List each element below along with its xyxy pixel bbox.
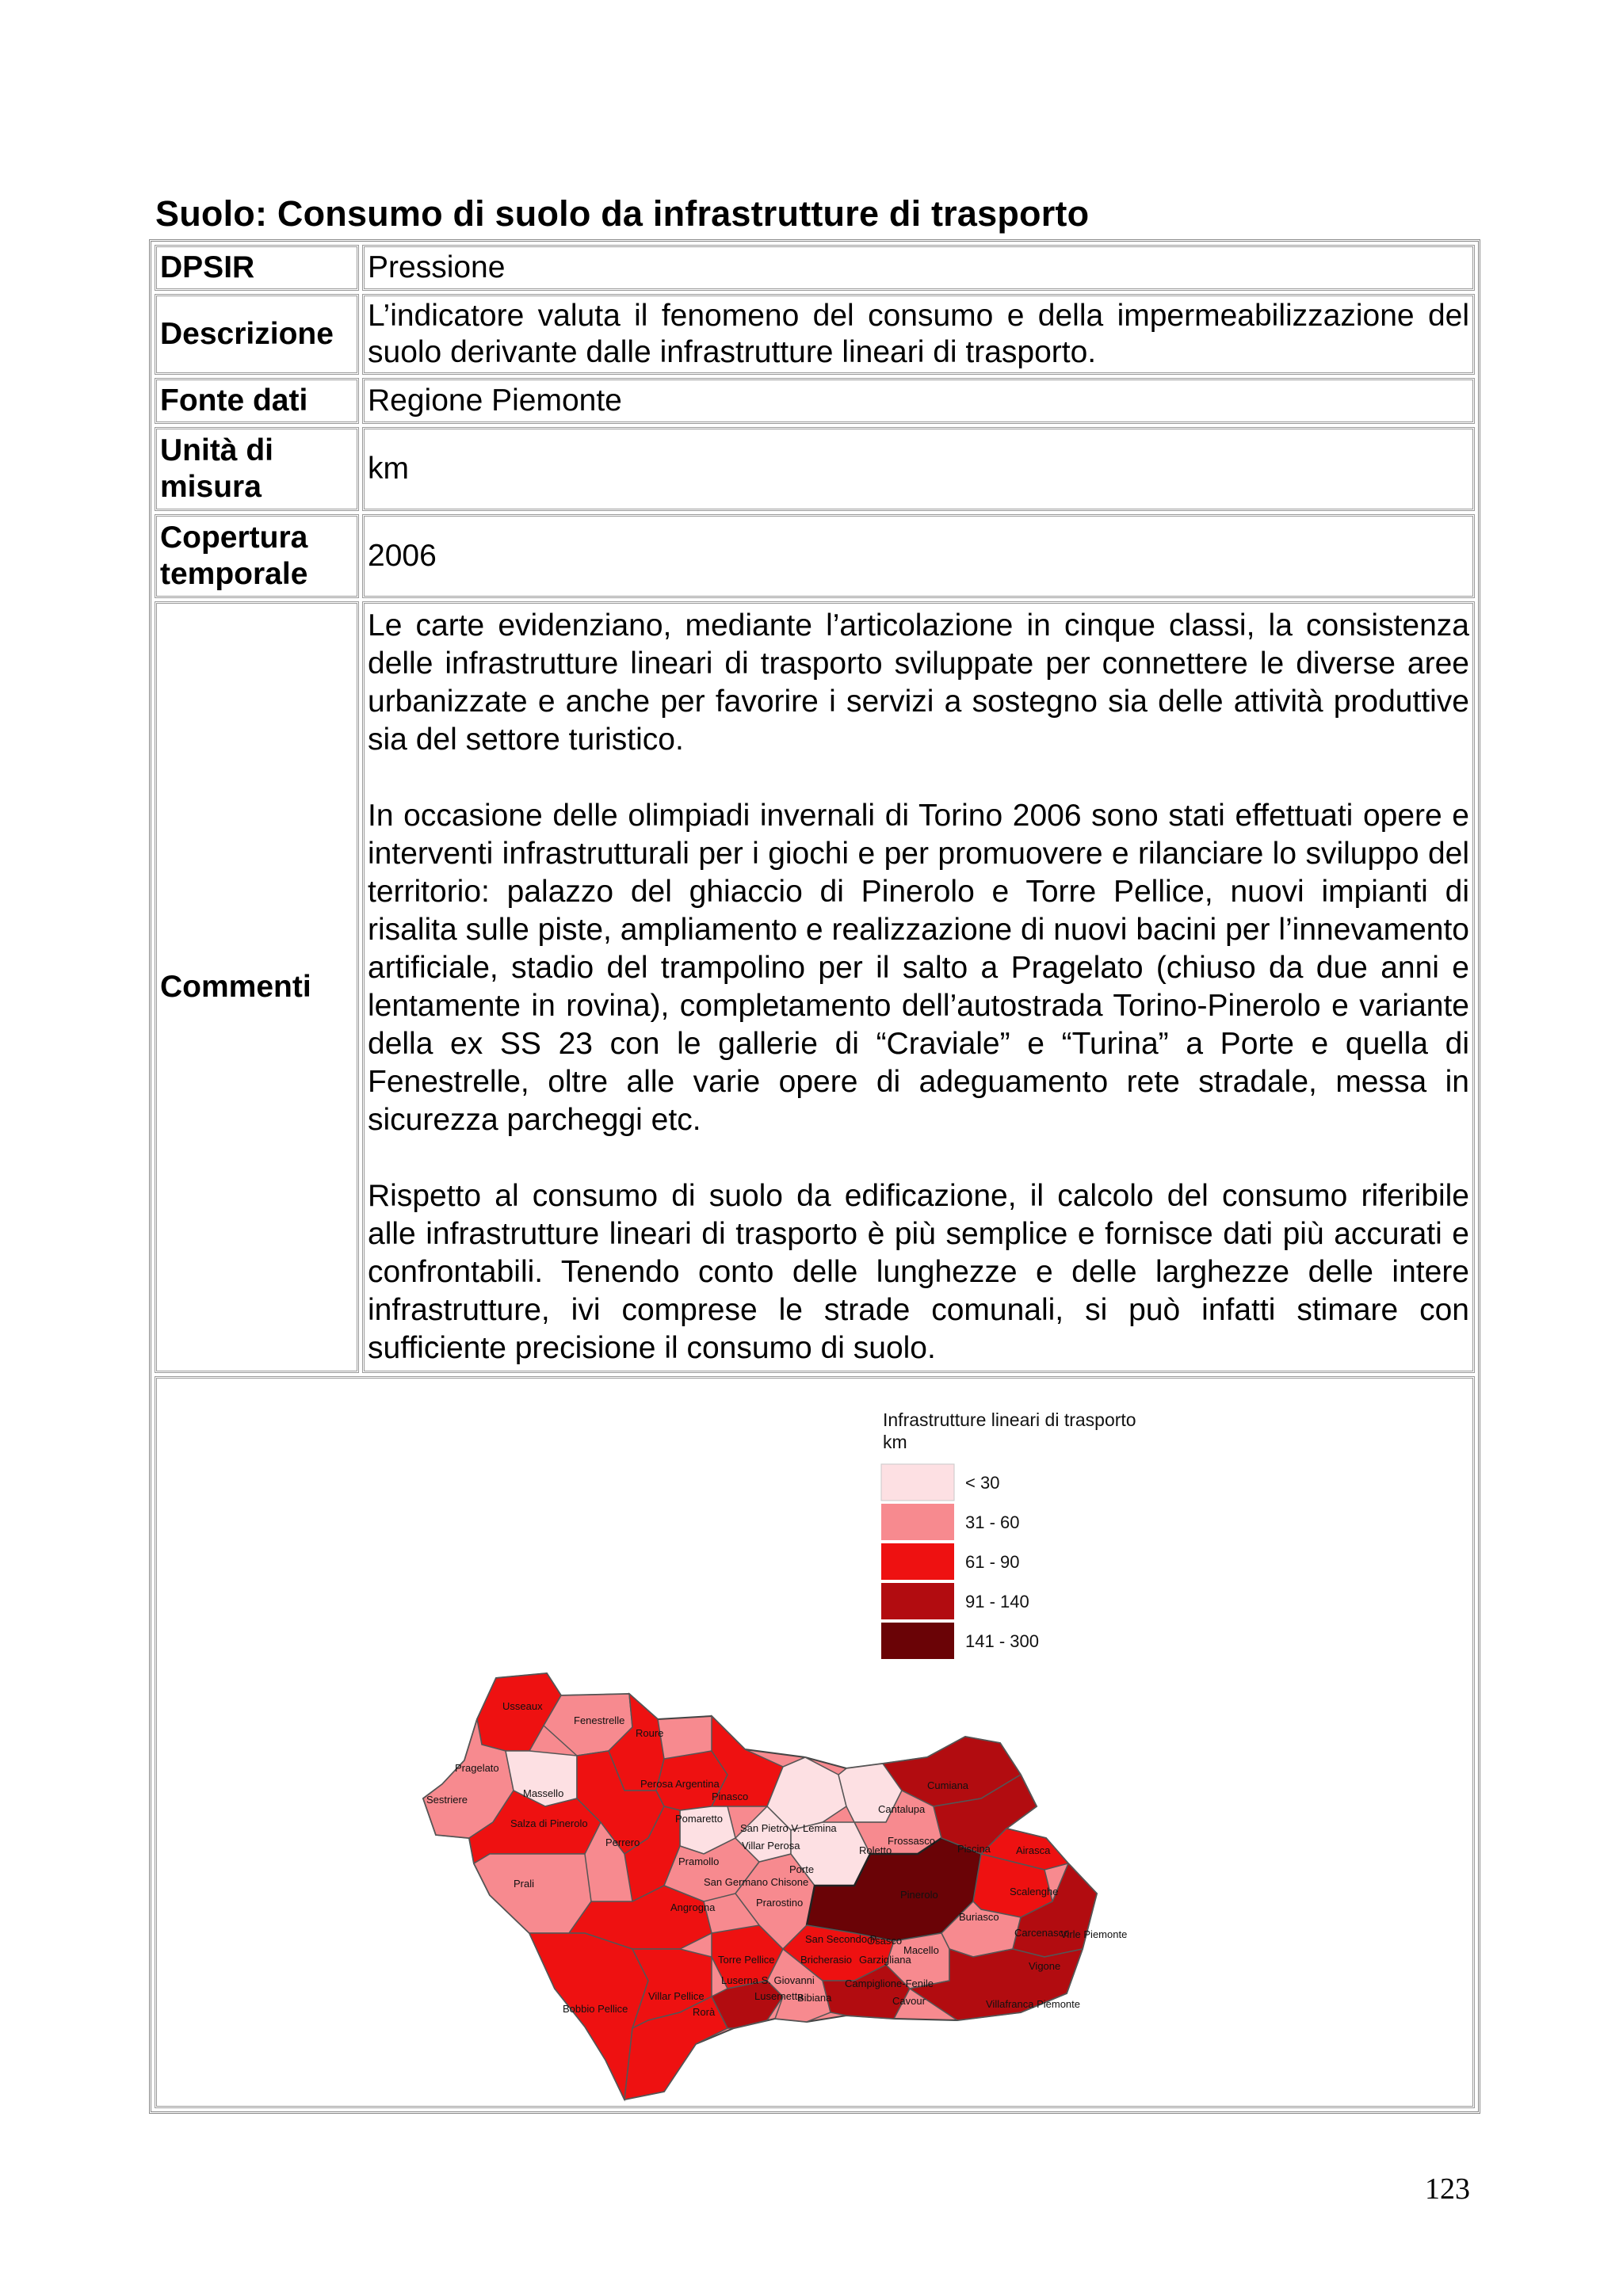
label-perrero: Perrero <box>605 1836 640 1848</box>
row-fonte <box>155 378 1475 424</box>
label-scalenghe: Scalenghe <box>1010 1886 1059 1897</box>
page-number: 123 <box>1425 2172 1470 2206</box>
label-pinerolo: Pinerolo <box>900 1889 938 1901</box>
label-fenestrelle: Fenestrelle <box>574 1714 625 1726</box>
row-copertura <box>155 514 1475 598</box>
label-osasco: Osasco <box>867 1935 903 1947</box>
legend-label-141-300: 141 - 300 <box>965 1631 1039 1651</box>
fonte-value: Regione Piemonte <box>362 378 1475 424</box>
label-cumiana: Cumiana <box>927 1779 969 1791</box>
indicator-sheet <box>149 239 1480 2114</box>
dpsir-label: DPSIR <box>155 245 359 291</box>
legend-unit: km <box>883 1432 907 1452</box>
label-frossasco: Frossasco <box>888 1835 935 1847</box>
legend-title: Infrastrutture lineari di trasporto <box>883 1409 1136 1430</box>
commenti-label: Commenti <box>155 601 359 1373</box>
label-carcenasco: Carcenasco <box>1014 1927 1070 1939</box>
row-dpsir <box>155 245 1475 291</box>
label-angrogna: Angrogna <box>670 1901 716 1913</box>
label-san-secondo: San Secondo P. <box>805 1933 879 1945</box>
label-vigone: Vigone <box>1029 1960 1061 1972</box>
label-bricherasio: Bricherasio <box>800 1954 853 1966</box>
label-cantalupa: Cantalupa <box>878 1803 926 1815</box>
label-cavour: Cavour <box>892 1995 926 2007</box>
label-prarostino: Prarostino <box>756 1897 804 1909</box>
row-commenti <box>155 601 1475 1373</box>
unita-value: km <box>362 427 1475 511</box>
label-san-pietro: San Pietro V. Lemina <box>740 1822 837 1834</box>
label-usseaux: Usseaux <box>502 1700 543 1712</box>
label-prali: Prali <box>514 1878 535 1890</box>
label-villafranca: Villafranca Piemonte <box>986 1998 1080 2010</box>
label-pramollo: Pramollo <box>678 1855 720 1867</box>
legend-swatch-31-60 <box>881 1504 954 1540</box>
label-macello: Macello <box>903 1944 939 1956</box>
label-garzigliana: Garzigliana <box>859 1954 911 1966</box>
commenti-paragraph: Le carte evidenziano, mediante l’articolazione in cinque classi, la consistenza delle infrastrutture lineari di trasporto sviluppate per connettere le diverse aree urbanizzate e anche per favorire i servizi a sostegno sia delle attività produttive sia del settore turistico. <box>368 608 1469 757</box>
row-descrizione <box>155 294 1475 375</box>
area-prali <box>474 1854 591 1933</box>
legend-label-31-60: 31 - 60 <box>965 1512 1020 1532</box>
label-pomaretto: Pomaretto <box>675 1813 723 1825</box>
label-villar-perosa: Villar Perosa <box>742 1840 800 1852</box>
label-torre-pellice: Torre Pellice <box>718 1954 775 1966</box>
label-perosa: Perosa Argentina <box>640 1778 720 1790</box>
legend-swatch-141-300 <box>881 1623 954 1659</box>
label-bibiana: Bibiana <box>797 1992 832 2004</box>
label-salza: Salza di Pinerolo <box>510 1817 588 1829</box>
page-title: Suolo: Consumo di suolo da infrastrutture di trasporto <box>155 193 1090 234</box>
label-buriasco: Buriasco <box>959 1911 999 1923</box>
label-piscina: Piscina <box>957 1843 991 1855</box>
legend-label-61-90: 61 - 90 <box>965 1552 1020 1572</box>
label-roletto: Roletto <box>859 1844 892 1856</box>
label-sangermano: San Germano Chisone <box>704 1876 809 1888</box>
label-lusernetta: Lusernetta <box>754 1990 804 2002</box>
legend-swatch-91-140 <box>881 1583 954 1619</box>
municipalities-map <box>157 1379 1476 2106</box>
commenti-paragraph: Rispetto al consumo di suolo da edificazione, il calcolo del consumo riferibile alle infrastrutture lineari di trasporto è più semplice e fornisce dati più accurati e confrontabili. Tenendo conto delle lunghezze e delle larghezze delle intere infrastrutture, ivi comprese le strade comunali, si può infatti stimare con sufficiente precisione il consumo di suolo. <box>368 1179 1469 1365</box>
row-unita <box>155 427 1475 511</box>
label-virle: Virle Piemonte <box>1060 1928 1128 1940</box>
commenti-value <box>362 601 1475 1373</box>
indicator-table <box>151 242 1478 2111</box>
label-villar-pellice: Villar Pellice <box>648 1990 705 2002</box>
label-sestriere: Sestriere <box>426 1794 468 1806</box>
copertura-label: Copertura temporale <box>155 514 359 598</box>
commenti-paragraph: In occasione delle olimpiadi invernali di Torino 2006 sono stati effettuati opere e interventi infrastrutturali per i giochi e per promuovere e rilanciare lo sviluppo del territorio: palazzo del ghiaccio di Pinerolo e Torre Pellice, nuovi impianti di risalita sulle piste, ampliamento e realizzazione di nuovi bacini per l’innevamento artificiale, stadio del trampolino per il salto a Pragelato (chiuso da due anni e lentamente in rovina), completamento dell’autostrada Torino-Pinerolo e variante della ex SS 23 con le gallerie di “Craviale” e “Turina” a Porte e quella di Fenestrelle, oltre alle varie opere di adeguamento rete stradale, messa in sicurezza parcheggi etc. <box>368 799 1469 1137</box>
label-campiglione: Campiglione-Fenile <box>845 1978 934 1989</box>
label-roure: Roure <box>636 1727 664 1739</box>
unita-label: Unità di misura <box>155 427 359 511</box>
label-luserna: Luserna S. Giovanni <box>721 1974 815 1986</box>
legend-label-91-140: 91 - 140 <box>965 1592 1029 1611</box>
label-pragelato: Pragelato <box>455 1762 499 1774</box>
label-pinasco: Pinasco <box>712 1791 749 1802</box>
label-airasca: Airasca <box>1016 1844 1051 1856</box>
descrizione-label: Descrizione <box>155 294 359 375</box>
map-cell <box>155 1376 1475 2108</box>
descrizione-value: L’indicatore valuta il fenomeno del consumo e della impermeabilizzazione del suolo derivante dalle infrastrutture lineari di trasporto. <box>362 294 1475 375</box>
legend-swatch-lt30 <box>881 1464 954 1501</box>
label-massello: Massello <box>523 1787 564 1799</box>
fonte-label: Fonte dati <box>155 378 359 424</box>
legend-swatch-61-90 <box>881 1543 954 1580</box>
label-bobbio: Bobbio Pellice <box>563 2003 628 2015</box>
label-rora: Rorà <box>693 2006 716 2018</box>
row-map <box>155 1376 1475 2108</box>
legend-label-lt30: < 30 <box>965 1473 1000 1493</box>
label-porte: Porte <box>789 1863 815 1875</box>
copertura-value: 2006 <box>362 514 1475 598</box>
dpsir-value: Pressione <box>362 245 1475 291</box>
